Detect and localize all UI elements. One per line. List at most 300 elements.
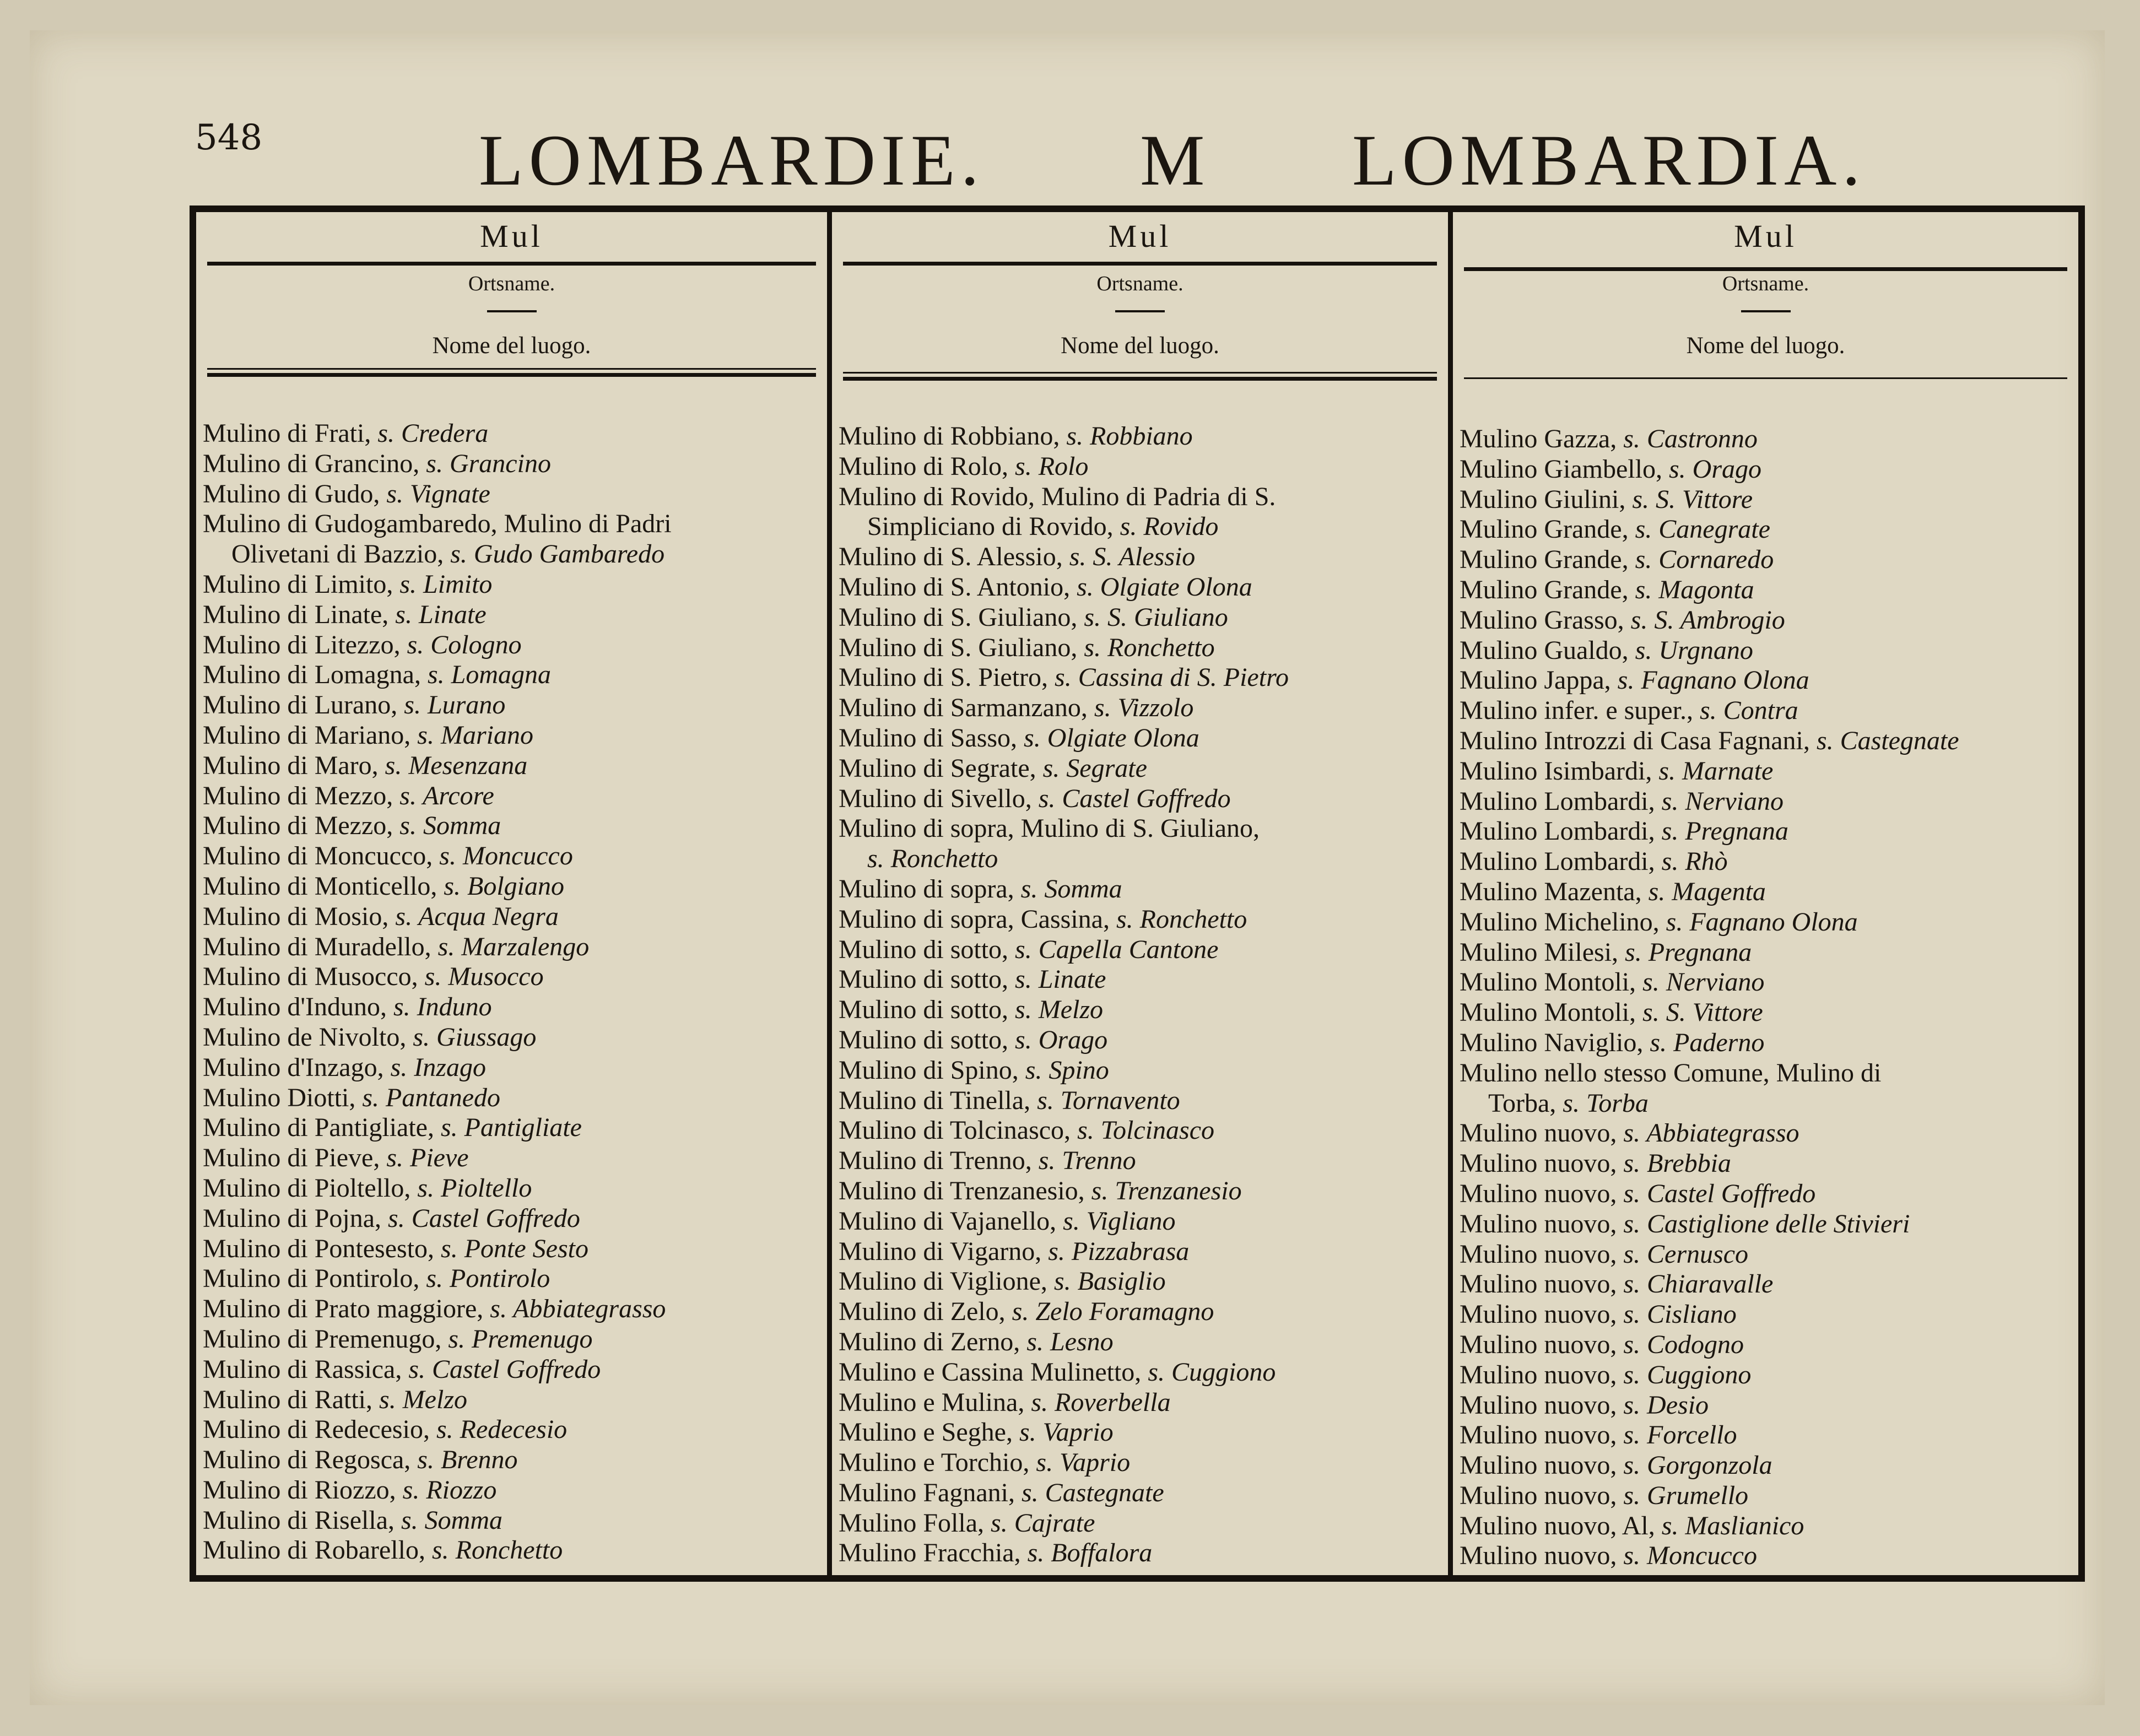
entry-name: Mulino di Sarmanzano, [839, 693, 1094, 723]
entry-parish: s. Arcore [399, 781, 494, 810]
header-rule [843, 262, 1437, 266]
list-item [839, 1508, 1445, 1539]
list-item [1460, 816, 2075, 847]
label-ortsname: Ortsname. [468, 272, 555, 295]
entry-parish: s. Nerviano [1642, 967, 1765, 997]
entry-name: Mulino nuovo, Al, [1460, 1511, 1662, 1540]
entry-parish: s. Castiglione delle Stivieri [1623, 1209, 1910, 1239]
column-abbreviation: Mul [480, 218, 543, 254]
list-item [839, 814, 1445, 844]
entry-parish: s. Abbiategrasso [490, 1294, 666, 1324]
entry-parish: s. Magonta [1635, 575, 1754, 604]
list-item [203, 690, 824, 721]
entry-name: Mulino di Spino, [839, 1055, 1025, 1085]
entry-name: Mulino e Cassina Mulinetto, [839, 1357, 1148, 1387]
label-ortsname: Ortsname. [1096, 272, 1184, 295]
entry-name: Mulino di Mosio, [203, 901, 396, 931]
entry-parish: s. Orago [1668, 454, 1761, 484]
list-item [1460, 1240, 2075, 1270]
list-item [839, 452, 1445, 482]
entry-name: Mulino nuovo, [1460, 1329, 1624, 1359]
entry-parish: s. Rovido [1120, 512, 1219, 542]
column-header [832, 212, 1448, 377]
entry-parish: s. Olgiate Olona [1024, 723, 1199, 753]
entry-parish: s. Pioltello [417, 1173, 532, 1203]
entry-parish: s. Limito [399, 569, 493, 599]
entry-name: Mulino di Premenugo, [203, 1324, 448, 1354]
entry-parish: s. Capella Cantone [1015, 934, 1219, 964]
entry-name: Mulino di Rassica, [203, 1354, 409, 1384]
entry-parish: s. Trenzanesio [1091, 1176, 1242, 1205]
entry-continuation [203, 539, 824, 570]
entry-name: Mulino di Pontirolo, [203, 1264, 426, 1294]
list-item [1460, 1028, 2075, 1058]
entry-parish: s. Brebbia [1623, 1149, 1731, 1178]
entry-parish: s. Gudo Gambaredo [450, 539, 665, 569]
entry-parish: s. Rhò [1661, 847, 1728, 877]
entry-parish: s. Melzo [1015, 995, 1104, 1025]
list-item [839, 723, 1445, 754]
entry-parish: s. Cuggiono [1623, 1360, 1752, 1389]
list-item [203, 811, 824, 841]
header-rule [843, 377, 1437, 381]
entry-parish: s. Urgnano [1635, 635, 1753, 665]
entry-parish: s. Olgiate Olona [1077, 572, 1252, 602]
entry-parish: s. Pantigliate [440, 1113, 582, 1143]
entry-parish: s. Castegnate [1816, 726, 1959, 755]
entry-name: Mulino di Tinella, [839, 1085, 1037, 1115]
list-item [1460, 877, 2075, 907]
book-page [30, 30, 2105, 1705]
entry-parish: s. Vignate [386, 479, 490, 509]
list-item [1460, 485, 2075, 515]
entry-name: Mulino di Moncucco, [203, 841, 440, 871]
list-item [1460, 1118, 2075, 1149]
list-item [839, 874, 1445, 905]
entry-name: Mulino Gazza, [1460, 424, 1624, 453]
entry-parish: s. Induno [393, 992, 492, 1022]
entry-name: Mulino di Pojna, [203, 1203, 388, 1233]
entry-parish: s. Ronchetto [431, 1535, 563, 1565]
list-item [1460, 666, 2075, 696]
entry-name: Mulino Jappa, [1460, 666, 1618, 695]
list-item [1460, 756, 2075, 787]
entry-name: Mulino Grande, [1460, 545, 1635, 575]
header-rule [207, 368, 816, 370]
entry-name: Mulino Michelino, [1460, 907, 1666, 937]
entry-name: Mulino di sopra, Mulino di S. Giuliano, [839, 814, 1260, 843]
list-item [203, 1294, 824, 1324]
place-name-table [190, 205, 2085, 1582]
list-item [1460, 545, 2075, 575]
entry-parish: s. Castegnate [1022, 1478, 1164, 1507]
entry-name: Mulino di Riozzo, [203, 1475, 403, 1505]
entry-parish: s. Marzalengo [437, 932, 590, 961]
entry-name: Mulino di S. Giuliano, [839, 632, 1084, 662]
title-german: LOMBARDIE. [479, 120, 985, 201]
list-item [203, 479, 824, 510]
entry-name: Mulino nuovo, [1460, 1178, 1624, 1208]
entry-parish: s. Castronno [1623, 424, 1758, 453]
entry-name: Mulino d'Inzago, [203, 1052, 391, 1082]
entry-name: Mulino di S. Giuliano, [839, 602, 1084, 632]
entry-name: Mulino infer. e super., [1460, 696, 1700, 726]
entry-name: Mulino nuovo, [1460, 1300, 1624, 1329]
entry-name: Mulino nuovo, [1460, 1209, 1624, 1239]
list-item [203, 1506, 824, 1536]
entry-parish: s. Robbiano [1066, 421, 1193, 451]
short-rule [1741, 310, 1791, 312]
list-item [203, 600, 824, 630]
short-rule [1115, 310, 1165, 312]
entry-name: Mulino di Prato maggiore, [203, 1294, 490, 1324]
list-item [203, 1234, 824, 1264]
entry-parish: s. Tornavento [1037, 1085, 1180, 1115]
entry-name: Mulino di Segrate, [839, 753, 1043, 783]
entry-parish: s. Paderno [1650, 1027, 1765, 1057]
label-ortsname: Ortsname. [1722, 272, 1809, 295]
entry-name: Mulino di sopra, Cassina, [839, 904, 1116, 934]
entry-name: Mulino di Monticello, [203, 871, 444, 901]
entry-name: Mulino di Lomagna, [203, 660, 428, 690]
entry-name: Mulino di Redecesio, [203, 1415, 436, 1445]
entry-parish: s. Inzago [390, 1052, 486, 1082]
entry-parish: s. Grancino [426, 448, 551, 478]
entry-parish: s. Forcello [1623, 1420, 1737, 1450]
entry-parish: s. Pizzabrasa [1048, 1236, 1190, 1266]
entry-parish: s. Fagnano Olona [1617, 666, 1809, 695]
entry-name: Mulino de Nivolto, [203, 1022, 413, 1052]
entry-name: Mulino di Mariano, [203, 720, 418, 750]
list-item [203, 1053, 824, 1083]
list-item [1460, 726, 2075, 756]
list-item [839, 1176, 1445, 1207]
list-item [1460, 1451, 2075, 1481]
entry-name: Mulino di Frati, [203, 419, 378, 448]
entry-parish: s. Melzo [379, 1385, 467, 1414]
list-item [203, 509, 824, 539]
entry-name: Mulino nuovo, [1460, 1239, 1624, 1269]
list-item [839, 603, 1445, 633]
list-item [1460, 1269, 2075, 1300]
list-item [203, 1535, 824, 1566]
entry-parish: s. Cajrate [991, 1508, 1095, 1538]
entry-parish: s. Bolgiano [444, 871, 564, 901]
list-item [203, 570, 824, 600]
list-item [203, 630, 824, 661]
list-item [839, 1237, 1445, 1267]
list-item [203, 419, 824, 449]
list-item [839, 1207, 1445, 1237]
entry-name: Mulino Introzzi di Casa Fagnani, [1460, 726, 1817, 755]
entry-name: Mulino nuovo, [1460, 1360, 1624, 1389]
entry-parish: s. Magenta [1648, 877, 1766, 906]
list-item [1460, 938, 2075, 968]
entry-parish: s. Mariano [417, 720, 533, 750]
entry-name: Mulino di Rovido, Mulino di Padria di S. [839, 482, 1276, 511]
entry-parish: s. Lurano [404, 690, 506, 720]
entry-parish: s. Ronchetto [867, 844, 998, 874]
entry-parish: s. Abbiategrasso [1623, 1118, 1799, 1148]
entry-parish: s. Ronchetto [1116, 904, 1247, 934]
header-rule [207, 373, 816, 377]
entry-list [839, 421, 1445, 1569]
list-item [1460, 1511, 2075, 1542]
entry-parish: s. Boffalora [1027, 1538, 1153, 1568]
list-item [1460, 605, 2075, 636]
column-abbreviation: Mul [1108, 218, 1172, 254]
entry-parish: s. Vigliano [1063, 1206, 1176, 1236]
entry-parish: s. Cisliano [1623, 1300, 1737, 1329]
entry-parish: s. Vizzolo [1094, 693, 1194, 723]
list-item [203, 1324, 824, 1355]
entry-parish: s. Roverbella [1031, 1387, 1171, 1417]
list-item [203, 660, 824, 690]
list-item [203, 872, 824, 902]
entry-list [1460, 424, 2075, 1571]
entry-name: Mulino nuovo, [1460, 1149, 1624, 1178]
entry-name: Mulino di Gudo, [203, 479, 387, 509]
entry-name: Mulino nuovo, [1460, 1118, 1624, 1148]
list-item [203, 1415, 824, 1445]
entry-parish: s. Grumello [1623, 1480, 1749, 1510]
entry-parish: s. Cuggiono [1148, 1357, 1276, 1387]
label-nome-del-luogo: Nome del luogo. [1061, 333, 1219, 359]
header-rule [843, 372, 1437, 374]
entry-name: Mulino di Pantigliate, [203, 1113, 441, 1143]
short-rule [487, 310, 537, 312]
entry-name: Mulino Naviglio, [1460, 1027, 1650, 1057]
entry-name: Mulino d'Induno, [203, 992, 393, 1022]
entry-parish: s. S. Vittore [1642, 998, 1763, 1027]
entry-parish: s. Credera [377, 419, 489, 448]
entry-parish: s. Castel Goffredo [1038, 783, 1231, 813]
list-item [203, 1445, 824, 1475]
entry-continuation [1460, 1089, 2075, 1119]
entry-name: Mulino di Trenno, [839, 1146, 1039, 1176]
list-item [203, 1264, 824, 1294]
header-rule [207, 262, 816, 266]
header-rule [1464, 267, 2067, 271]
list-item [839, 572, 1445, 603]
entry-name: Mulino di Viglione, [839, 1267, 1054, 1296]
entry-parish: s. Maslianico [1661, 1511, 1804, 1540]
entry-parish: s. Somma [399, 811, 501, 841]
list-item [1460, 787, 2075, 817]
list-item [839, 482, 1445, 512]
list-item [203, 721, 824, 751]
entry-parish: s. S. Alessio [1069, 542, 1196, 572]
list-item [203, 1204, 824, 1234]
column-header [1453, 212, 2078, 377]
entry-name: Mulino di sopra, [839, 874, 1021, 904]
page-number: 548 [195, 117, 263, 158]
entry-name: Mulino di Regosca, [203, 1445, 418, 1475]
list-item [839, 693, 1445, 723]
list-item [1460, 1481, 2075, 1511]
list-item [203, 1083, 824, 1113]
list-item [1460, 515, 2075, 545]
list-item [203, 962, 824, 992]
entry-name: Mulino di sotto, [839, 934, 1015, 964]
entry-name: Mulino di sotto, [839, 995, 1015, 1025]
entry-name: Mulino Fagnani, [839, 1478, 1022, 1507]
list-item [839, 1478, 1445, 1508]
entry-parish: s. Lesno [1026, 1327, 1114, 1356]
entry-parish: s. Castel Goffredo [388, 1203, 580, 1233]
entry-name: Mulino nuovo, [1460, 1541, 1624, 1571]
list-item [1460, 455, 2075, 485]
entry-parish: s. Ponte Sesto [441, 1234, 588, 1263]
table-column [1448, 212, 2078, 1575]
list-item [839, 1388, 1445, 1418]
entry-name: Mulino di Tolcinasco, [839, 1116, 1078, 1145]
entry-parish: s. Canegrate [1635, 515, 1770, 544]
entry-name: Mulino Giulini, [1460, 484, 1633, 514]
entry-name: Mulino Isimbardi, [1460, 756, 1659, 786]
list-item [1460, 696, 2075, 726]
entry-parish: s. Zelo Foramagno [1012, 1297, 1214, 1327]
entry-name: Mulino Mazenta, [1460, 877, 1649, 906]
list-item [1460, 967, 2075, 998]
entry-continuation [839, 844, 1445, 874]
list-item [203, 1385, 824, 1415]
list-item [203, 932, 824, 962]
list-item [203, 751, 824, 781]
entry-name: Mulino e Mulina, [839, 1387, 1031, 1417]
entry-name: Mulino nuovo, [1460, 1480, 1624, 1510]
entry-name: Mulino di Linate, [203, 599, 396, 629]
list-item [839, 1297, 1445, 1327]
label-nome-del-luogo: Nome del luogo. [1686, 333, 1845, 359]
entry-parish: s. Mesenzana [385, 750, 528, 780]
entry-name: Mulino di Litezzo, [203, 630, 407, 659]
entry-name: Mulino di Maro, [203, 750, 385, 780]
entry-name: Mulino Giambello, [1460, 454, 1669, 484]
list-item [839, 421, 1445, 452]
entry-name: Mulino Milesi, [1460, 937, 1625, 967]
entry-name: Mulino nello stesso Comune, Mulino di [1460, 1058, 1882, 1088]
entry-name: Torba, [1488, 1088, 1563, 1118]
entry-name: Mulino nuovo, [1460, 1390, 1624, 1420]
list-item [839, 995, 1445, 1025]
entry-parish: s. Linate [1015, 965, 1106, 994]
entry-name: Mulino di sotto, [839, 965, 1015, 994]
entry-parish: s. Vaprio [1036, 1448, 1131, 1478]
list-item [203, 1475, 824, 1506]
entry-parish: s. S. Vittore [1632, 484, 1753, 514]
entry-name: Mulino di Trenzanesio, [839, 1176, 1091, 1205]
entry-name: Mulino Lombardi, [1460, 816, 1662, 846]
entry-parish: s. Pontirolo [426, 1264, 550, 1294]
entry-parish: s. Pantanedo [362, 1083, 500, 1112]
entry-parish: s. Nerviano [1661, 786, 1784, 816]
entry-parish: s. Trenno [1038, 1146, 1136, 1176]
entry-list [203, 419, 824, 1566]
entry-name: Mulino di Pioltello, [203, 1173, 418, 1203]
section-letter: M [1140, 120, 1210, 201]
list-item [839, 663, 1445, 693]
entry-parish: s. Spino [1025, 1055, 1109, 1085]
entry-name: Mulino di Grancino, [203, 448, 426, 478]
entry-name: Mulino di Ratti, [203, 1385, 380, 1414]
entry-name: Mulino di Zelo, [839, 1297, 1012, 1327]
list-item [1460, 847, 2075, 877]
entry-name: Mulino Grasso, [1460, 605, 1631, 635]
entry-name: Mulino di Musocco, [203, 962, 425, 992]
list-item [1460, 424, 2075, 455]
list-item [1460, 1360, 2075, 1391]
entry-parish: s. Contra [1699, 696, 1798, 726]
list-item [1460, 1058, 2075, 1089]
list-item [203, 1173, 824, 1204]
entry-parish: s. Gorgonzola [1623, 1451, 1772, 1480]
list-item [839, 1056, 1445, 1086]
list-item [839, 1025, 1445, 1056]
list-item [839, 1418, 1445, 1448]
entry-name: Mulino di sotto, [839, 1025, 1015, 1054]
entry-name: Mulino di Sasso, [839, 723, 1024, 753]
entry-name: Mulino di S. Antonio, [839, 572, 1077, 602]
list-item [839, 905, 1445, 935]
entry-parish: s. Linate [395, 599, 487, 629]
entry-parish: s. Torba [1563, 1088, 1649, 1118]
entry-parish: s. Codogno [1623, 1329, 1744, 1359]
entry-parish: s. Acqua Negra [395, 901, 559, 931]
entry-name: Mulino di Pontesesto, [203, 1234, 441, 1263]
entry-parish: s. Vaprio [1019, 1418, 1114, 1447]
list-item [203, 1113, 824, 1143]
header-rule [1464, 377, 2067, 379]
list-item [1460, 636, 2075, 666]
list-item [1460, 907, 2075, 938]
entry-parish: s. Lomagna [427, 660, 551, 690]
entry-name: Mulino nuovo, [1460, 1269, 1624, 1299]
entry-name: Mulino di S. Alessio, [839, 542, 1069, 572]
list-item [839, 1116, 1445, 1146]
entry-parish: s. Pieve [386, 1143, 469, 1173]
list-item [1460, 1391, 2075, 1421]
list-item [203, 781, 824, 812]
entry-parish: s. Pregnana [1661, 816, 1788, 846]
entry-parish: s. Redecesio [436, 1415, 568, 1445]
entry-name: Mulino di Robbiano, [839, 421, 1067, 451]
list-item [203, 1023, 824, 1053]
entry-name: Mulino di Pieve, [203, 1143, 387, 1173]
entry-name: Mulino Lombardi, [1460, 847, 1662, 877]
entry-name: Mulino di Rolo, [839, 451, 1015, 481]
list-item [839, 1358, 1445, 1388]
entry-name: Mulino di Vajanello, [839, 1206, 1063, 1236]
entry-name: Mulino Fracchia, [839, 1538, 1028, 1568]
entry-name: Mulino Folla, [839, 1508, 991, 1538]
entry-parish: s. Moncucco [439, 841, 573, 871]
entry-name: Mulino e Seghe, [839, 1418, 1019, 1447]
list-item [839, 1538, 1445, 1569]
entry-name: Mulino Lombardi, [1460, 786, 1662, 816]
entry-parish: s. Ronchetto [1084, 632, 1215, 662]
entry-name: Olivetani di Bazzio, [231, 539, 451, 569]
list-item [1460, 1420, 2075, 1451]
entry-parish: s. Castel Goffredo [1623, 1178, 1816, 1208]
entry-parish: s. Tolcinasco [1077, 1116, 1214, 1145]
entry-name: Mulino di Muradello, [203, 932, 438, 961]
label-nome-del-luogo: Nome del luogo. [432, 333, 591, 359]
entry-parish: s. Segrate [1042, 753, 1147, 783]
entry-continuation [839, 512, 1445, 542]
entry-name: Mulino nuovo, [1460, 1420, 1624, 1450]
list-item [839, 965, 1445, 995]
